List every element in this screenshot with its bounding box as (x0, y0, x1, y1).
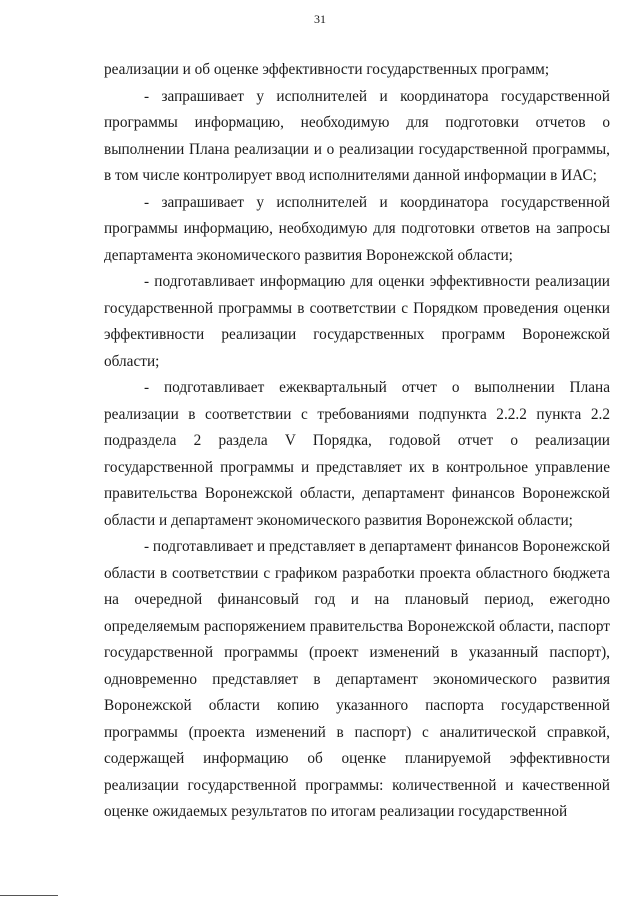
paragraph-1: реализации и об оценке эффективности государственных программ; (104, 61, 550, 78)
paragraph-5: - подготавливает ежеквартальный отчет о выполнении Плана реализации в соответствии с требованиями подпункта 2.2.2 пункта 2.2 подраздела 2 раздела V Порядка, годовой отчет о реализации государственной программы и представляет их в контрольное управление правительства Воронежской области, департамент финансов Воронежской области и департамент экономического развития Воронежской области; (104, 379, 610, 529)
page-number: 31 (314, 12, 326, 26)
paragraph-4: - подготавливает информацию для оценки эффективности реализации государственной программы в соответствии с Порядком проведения оценки эффективности реализации государственных программ Воронежской области; (104, 273, 610, 370)
document-body (104, 57, 610, 826)
paragraph-6: - подготавливает и представляет в департамент финансов Воронежской области в соответствии с графиком разработки проекта областного бюджета на очередной финансовый год и на плановый период, ежегодно определяемым распоряжением правительства Воронежской области, паспорт государственной программы (проект изменений в указанный паспорт), одновременно представляет в департамент экономического развития Воронежской области копию указанного паспорта государственной программы (проекта изменений в паспорт) с аналитической справкой, содержащей информацию об оценке планируемой эффективности реализации государственной программы: количественной и качественной оценке ожидаемых результатов по итогам реализации государственной (104, 538, 611, 820)
paragraph-3: - запрашивает у исполнителей и координатора государственной программы информацию, необходимую для подготовки ответов на запросы департамента экономического развития Воронежской области; (104, 193, 610, 264)
footnote-divider (0, 895, 58, 896)
paragraph-2: - запрашивает у исполнителей и координатора государственной программы информацию, необходимую для подготовки отчетов о выполнении Плана реализации и о реализации государственной программы, в том числе контролирует ввод исполнителями данной информации в ИАС; (104, 87, 610, 184)
